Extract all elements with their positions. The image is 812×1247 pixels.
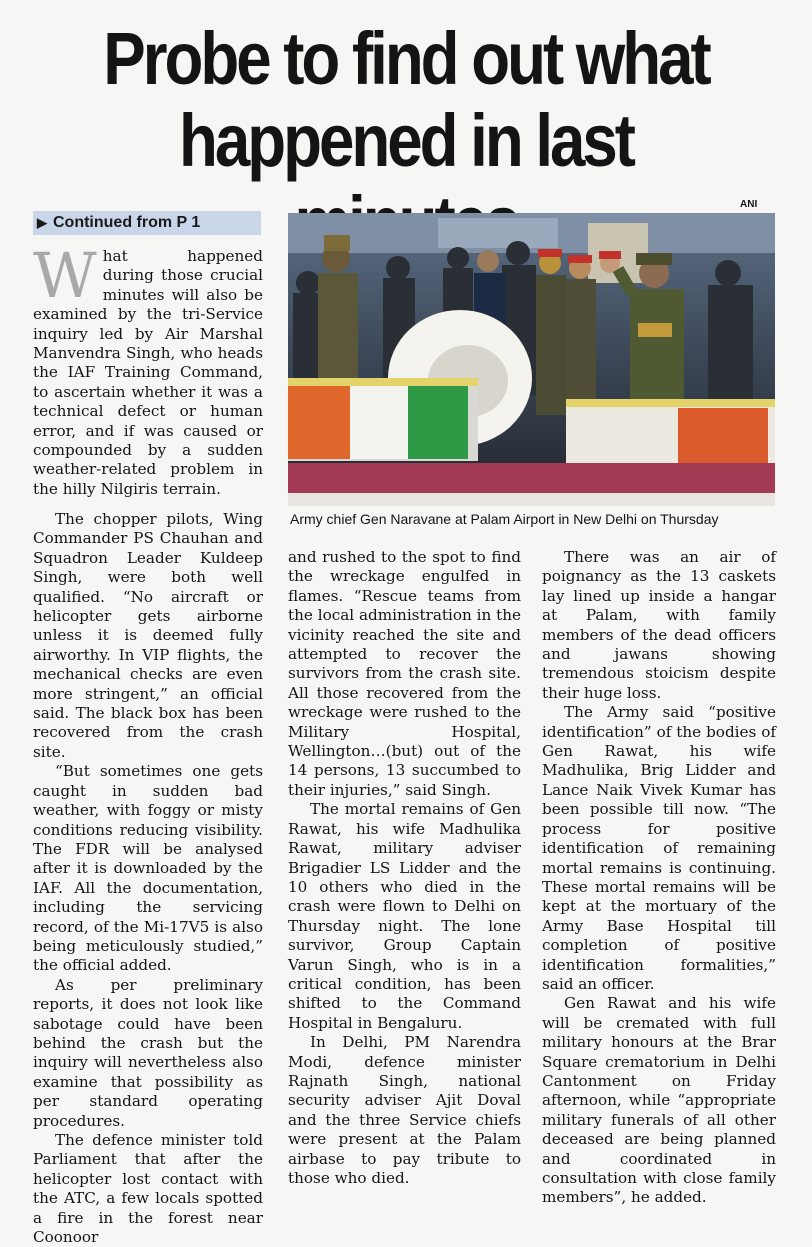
drop-cap: W	[33, 239, 97, 312]
news-photo	[288, 213, 775, 506]
article-paragraph: As per preliminary reports, it does not look like sabotage could have been behind the crash but the inquiry will nevertheless also examine that possibility as per standard operating procedures.	[33, 975, 263, 1130]
article-paragraph: hat happened during those crucial minutes will also be examined by the tri-Service inquiry led by Air Marshal Manvendra Singh, who heads the IAF Training Command, to ascertain whether it was a technical defect or human error, and if was caused or compounded by a sudden weather-related problem in the hilly Nilgiris terrain.	[33, 247, 263, 498]
photo-caption: Army chief Gen Naravane at Palam Airport in New Delhi on Thursday	[290, 511, 719, 527]
continued-from-text: Continued from P 1	[53, 214, 201, 231]
headline-line-2: happened in last	[179, 99, 633, 182]
photo-credit: ANI	[740, 199, 758, 210]
article-paragraph: The chopper pilots, Wing Commander PS Chauhan and Squadron Leader Kuldeep Singh, were both well qualified. “No aircraft or helicopter gets airborne unless it is deemed fully airworthy. In VIP flights, the mechanical checks are even more stringent,” an official said. The black box has been recovered from the crash site.	[33, 510, 263, 761]
article-paragraph: There was an air of poignancy as the 13 caskets lay lined up inside a hangar at Palam, with family members of the dead officers and jawans showing tremendous stoicism despite their huge loss.	[542, 548, 776, 702]
article-paragraph: The mortal remains of Gen Rawat, his wife Madhulika Rawat, military adviser Brigadier LS Lidder and the 10 others who died in the crash were flown to Delhi on Thursday night. The lone survivor, Group Captain Varun Singh, who is in a critical condition, has been shifted to the Command Hospital in Bengaluru.	[288, 800, 521, 1032]
article-paragraph: The defence minister told Parliament that after the helicopter lost contact with the ATC, a few locals spotted a fire in the forest near Coonoor	[33, 1131, 263, 1247]
article-column-1-top	[33, 239, 263, 499]
headline-line-1: Probe to find out what	[103, 17, 709, 100]
article-paragraph: Gen Rawat and his wife will be cremated with full military honours at the Brar Square crematorium in Delhi Cantonment on Friday afternoon, while “appropriate military funerals of all other deceased are being planned and coordinated in consultation with close family members”, he added.	[542, 994, 776, 1207]
article-paragraph: The Army said “positive identification” of the bodies of Gen Rawat, his wife Madhulika, Brig Lidder and Lance Naik Vivek Kumar has been possible till now. “The process for positive identification of remaining mortal remains is continuing. These mortal remains will be kept at the mortuary of the Army Base Hospital till completion of positive identification formalities,” said an officer.	[542, 703, 776, 993]
article-column-1-bottom	[33, 510, 263, 1247]
article-paragraph: In Delhi, PM Narendra Modi, defence minister Rajnath Singh, national security adviser Ajit Doval and the three Service chiefs were present at the Palam airbase to pay tribute to those who died.	[288, 1033, 521, 1187]
article-column-3	[542, 548, 776, 1208]
article-paragraph: “But sometimes one gets caught in sudden bad weather, with foggy or misty conditions reducing visibility. The FDR will be analysed after it is downloaded by the IAF. All the documentation, including the servicing record, of the Mi-17V5 is also being meticulously studied,” the official added.	[33, 762, 263, 975]
continued-from-label	[33, 211, 261, 235]
article-paragraph: and rushed to the spot to find the wreckage engulfed in flames. “Rescue teams from the local administration in the vicinity reached the site and attempted to recover the survivors from the crash site. All those recovered from the wreckage were rushed to the Military Hospital, Wellington…(but) out of the 14 persons, 13 succumbed to their injuries,” said Singh.	[288, 548, 521, 799]
article-column-2	[288, 548, 521, 1188]
triangle-right-icon: ▶	[37, 215, 47, 230]
news-photo-illustration	[288, 213, 775, 506]
